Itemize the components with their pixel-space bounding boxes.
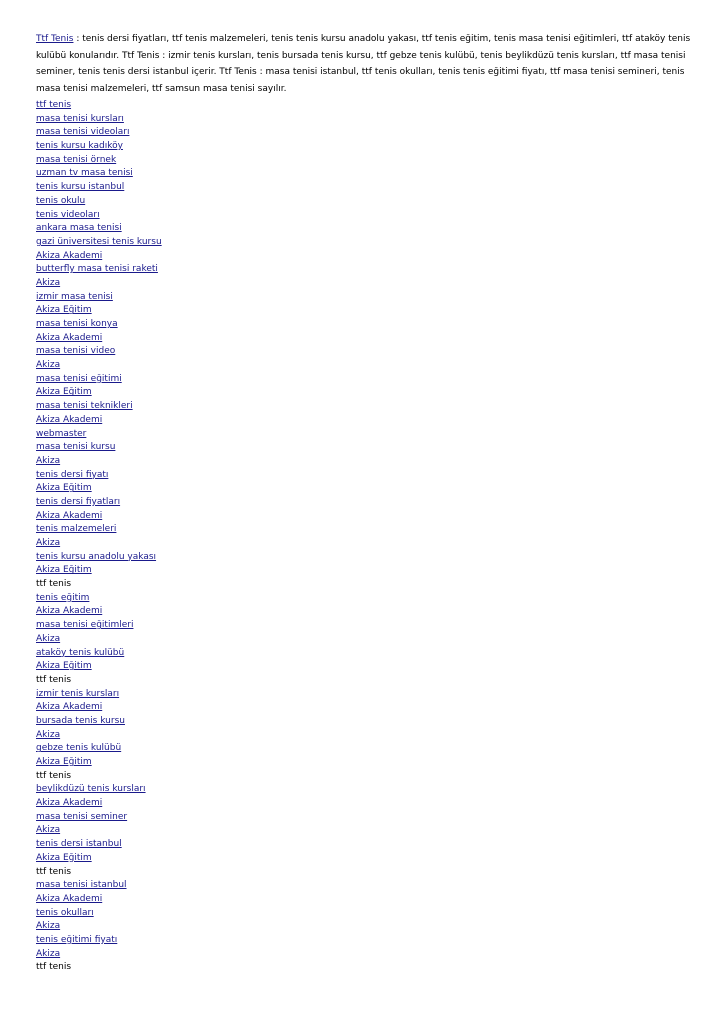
keyword-link[interactable]: tenis kursu kadıköy	[36, 141, 123, 152]
list-item[interactable]	[36, 318, 162, 332]
list-item[interactable]	[36, 154, 162, 168]
list-item	[36, 866, 162, 880]
keyword-link[interactable]: Akiza Akademi	[36, 250, 103, 261]
keyword-link-list	[36, 99, 162, 975]
list-item[interactable]	[36, 756, 162, 770]
list-item[interactable]	[36, 619, 162, 633]
keyword-link[interactable]: masa tenisi kursları	[36, 113, 124, 124]
list-item[interactable]	[36, 879, 162, 893]
keyword-link[interactable]: Akiza	[36, 729, 61, 740]
keyword-text: ttf tenis	[36, 579, 72, 590]
list-item[interactable]	[36, 838, 162, 852]
list-item[interactable]	[36, 811, 162, 825]
keyword-link[interactable]: uzman tv masa tenisi	[36, 168, 133, 179]
keyword-link[interactable]: Akiza	[36, 455, 61, 466]
keyword-link[interactable]: Akiza Akademi	[36, 606, 103, 617]
list-item[interactable]	[36, 948, 162, 962]
keyword-link[interactable]: Akiza	[36, 921, 61, 932]
keyword-link[interactable]: Akiza Eğitim	[36, 565, 92, 576]
keyword-link[interactable]: masa tenisi konya	[36, 319, 118, 329]
keyword-link[interactable]: tenis dersi fiyatı	[36, 469, 109, 480]
keyword-link[interactable]: Akiza Akademi	[36, 798, 103, 809]
list-item[interactable]	[36, 742, 162, 756]
list-item[interactable]	[36, 181, 162, 195]
list-item[interactable]	[36, 428, 162, 442]
keyword-link[interactable]: tenis kursu istanbul	[36, 182, 125, 193]
list-item[interactable]	[36, 167, 162, 181]
keyword-link[interactable]: ataköy tenis kulübü	[36, 647, 125, 658]
keyword-link[interactable]: Akiza	[36, 825, 61, 836]
list-item[interactable]	[36, 99, 162, 113]
keyword-link[interactable]: tenis okulları	[36, 907, 94, 918]
keyword-link[interactable]: tenis videoları	[36, 209, 100, 220]
keyword-link[interactable]: ankara masa tenisi	[36, 223, 122, 234]
list-item[interactable]	[36, 209, 162, 223]
list-item[interactable]	[36, 359, 162, 373]
keyword-link[interactable]: Akiza Eğitim	[36, 661, 92, 672]
keyword-link[interactable]: Akiza Eğitim	[36, 757, 92, 767]
intro-paragraph	[36, 31, 692, 97]
keyword-link[interactable]: tenis okulu	[36, 195, 86, 206]
keyword-link[interactable]: bursada tenis kursu	[36, 715, 125, 726]
list-item[interactable]	[36, 195, 162, 209]
list-item[interactable]	[36, 455, 162, 469]
list-item[interactable]	[36, 633, 162, 647]
list-item[interactable]	[36, 400, 162, 414]
keyword-link[interactable]: masa tenisi kursu	[36, 442, 116, 453]
list-item[interactable]	[36, 126, 162, 140]
keyword-link[interactable]: ttf tenis	[36, 100, 72, 110]
keyword-link[interactable]: masa tenisi seminer	[36, 811, 128, 822]
list-item	[36, 674, 162, 688]
list-item[interactable]	[36, 277, 162, 291]
list-item[interactable]	[36, 934, 162, 948]
keyword-link[interactable]: Akiza Akademi	[36, 893, 103, 904]
keyword-link[interactable]: Akiza Eğitim	[36, 305, 92, 316]
list-item[interactable]	[36, 592, 162, 606]
keyword-link[interactable]: masa tenisi video	[36, 346, 116, 357]
keyword-link[interactable]: tenis kursu anadolu yakası	[36, 551, 157, 562]
keyword-link[interactable]: Akiza Akademi	[36, 702, 103, 713]
keyword-text: ttf tenis	[36, 674, 72, 685]
keyword-link[interactable]: tenis eğitimi fiyatı	[36, 934, 118, 945]
list-item[interactable]	[36, 373, 162, 387]
list-item[interactable]	[36, 523, 162, 537]
list-item[interactable]	[36, 564, 162, 578]
keyword-link[interactable]: Akiza Eğitim	[36, 483, 92, 494]
keyword-link[interactable]: butterfly masa tenisi raketi	[36, 264, 158, 275]
keyword-link[interactable]: Akiza Eğitim	[36, 387, 92, 398]
list-item[interactable]	[36, 236, 162, 250]
intro-lead-link[interactable]: Ttf Tenis	[36, 34, 74, 44]
keyword-link[interactable]: gazi üniversitesi tenis kursu	[36, 236, 162, 247]
list-item[interactable]	[36, 715, 162, 729]
keyword-link[interactable]: masa tenisi videoları	[36, 127, 130, 138]
list-item[interactable]	[36, 907, 162, 921]
keyword-link[interactable]: tenis dersi fiyatları	[36, 496, 121, 507]
list-item[interactable]	[36, 551, 162, 565]
keyword-link[interactable]: Akiza	[36, 360, 61, 371]
keyword-link[interactable]: tenis malzemeleri	[36, 524, 117, 535]
list-item[interactable]	[36, 920, 162, 934]
list-item[interactable]	[36, 332, 162, 346]
list-item[interactable]	[36, 496, 162, 510]
list-item[interactable]	[36, 783, 162, 797]
keyword-text: ttf tenis	[36, 770, 72, 781]
list-item[interactable]	[36, 222, 162, 236]
keyword-link[interactable]: Akiza	[36, 633, 61, 644]
list-item[interactable]	[36, 386, 162, 400]
list-item[interactable]	[36, 893, 162, 907]
keyword-link[interactable]: webmaster	[36, 428, 87, 439]
keyword-text: ttf tenis	[36, 962, 72, 973]
keyword-link[interactable]: gebze tenis kulübü	[36, 743, 122, 754]
keyword-link[interactable]: Akiza	[36, 277, 61, 288]
keyword-link[interactable]: beylikdüzü tenis kursları	[36, 784, 146, 795]
list-item	[36, 770, 162, 784]
intro-text: : tenis dersi fiyatları, ttf tenis malzemeleri, tenis tenis kursu anadolu yakası, ttf tenis eğitim, tenis masa tenisi eğitimleri, ttf ataköy tenis kulübü konularıdır. Ttf Tenis : izmir tenis kursları, tenis bursada tenis kursu, ttf gebze tenis kulübü, tenis beylikdüzü tenis kursları, ttf masa tenisi seminer, tenis tenis dersi istanbul içerir. Ttf Tenis : masa tenisi istanbul, ttf tenis okulları, tenis tenis eğitimi fiyatı, ttf masa tenisi semineri, tenis masa tenisi malzemeleri, ttf samsun masa tenisi sayılır.	[36, 34, 691, 94]
keyword-link[interactable]: izmir tenis kursları	[36, 688, 120, 699]
list-item[interactable]	[36, 852, 162, 866]
keyword-link[interactable]: Akiza	[36, 948, 61, 959]
keyword-link[interactable]: masa tenisi istanbul	[36, 880, 127, 891]
keyword-text: ttf tenis	[36, 866, 72, 877]
keyword-link[interactable]: Akiza	[36, 538, 61, 548]
list-item	[36, 961, 162, 975]
list-item[interactable]	[36, 660, 162, 674]
list-item[interactable]	[36, 113, 162, 127]
list-item[interactable]	[36, 510, 162, 524]
list-item[interactable]	[36, 482, 162, 496]
list-item[interactable]	[36, 688, 162, 702]
list-item[interactable]	[36, 441, 162, 455]
keyword-link[interactable]: masa tenisi eğitimleri	[36, 620, 134, 631]
list-item[interactable]	[36, 469, 162, 483]
keyword-link[interactable]: Akiza Akademi	[36, 414, 103, 425]
list-item[interactable]	[36, 345, 162, 359]
keyword-link[interactable]: masa tenisi örnek	[36, 154, 117, 165]
list-item[interactable]	[36, 304, 162, 318]
keyword-link[interactable]: Akiza Akademi	[36, 510, 103, 521]
list-item[interactable]	[36, 537, 162, 551]
keyword-link[interactable]: masa tenisi teknikleri	[36, 401, 133, 412]
list-item[interactable]	[36, 291, 162, 305]
list-item[interactable]	[36, 797, 162, 811]
keyword-link[interactable]: Akiza Akademi	[36, 332, 103, 343]
list-item[interactable]	[36, 140, 162, 154]
list-item[interactable]	[36, 647, 162, 661]
list-item[interactable]	[36, 414, 162, 428]
list-item[interactable]	[36, 250, 162, 264]
keyword-link[interactable]: izmir masa tenisi	[36, 291, 113, 302]
list-item	[36, 578, 162, 592]
keyword-link[interactable]: tenis dersi istanbul	[36, 839, 122, 850]
list-item[interactable]	[36, 824, 162, 838]
list-item[interactable]	[36, 605, 162, 619]
list-item[interactable]	[36, 701, 162, 715]
list-item[interactable]	[36, 729, 162, 743]
list-item[interactable]	[36, 263, 162, 277]
keyword-link[interactable]: Akiza Eğitim	[36, 852, 92, 863]
keyword-link[interactable]: masa tenisi eğitimi	[36, 373, 122, 384]
keyword-link[interactable]: tenis eğitim	[36, 592, 90, 603]
